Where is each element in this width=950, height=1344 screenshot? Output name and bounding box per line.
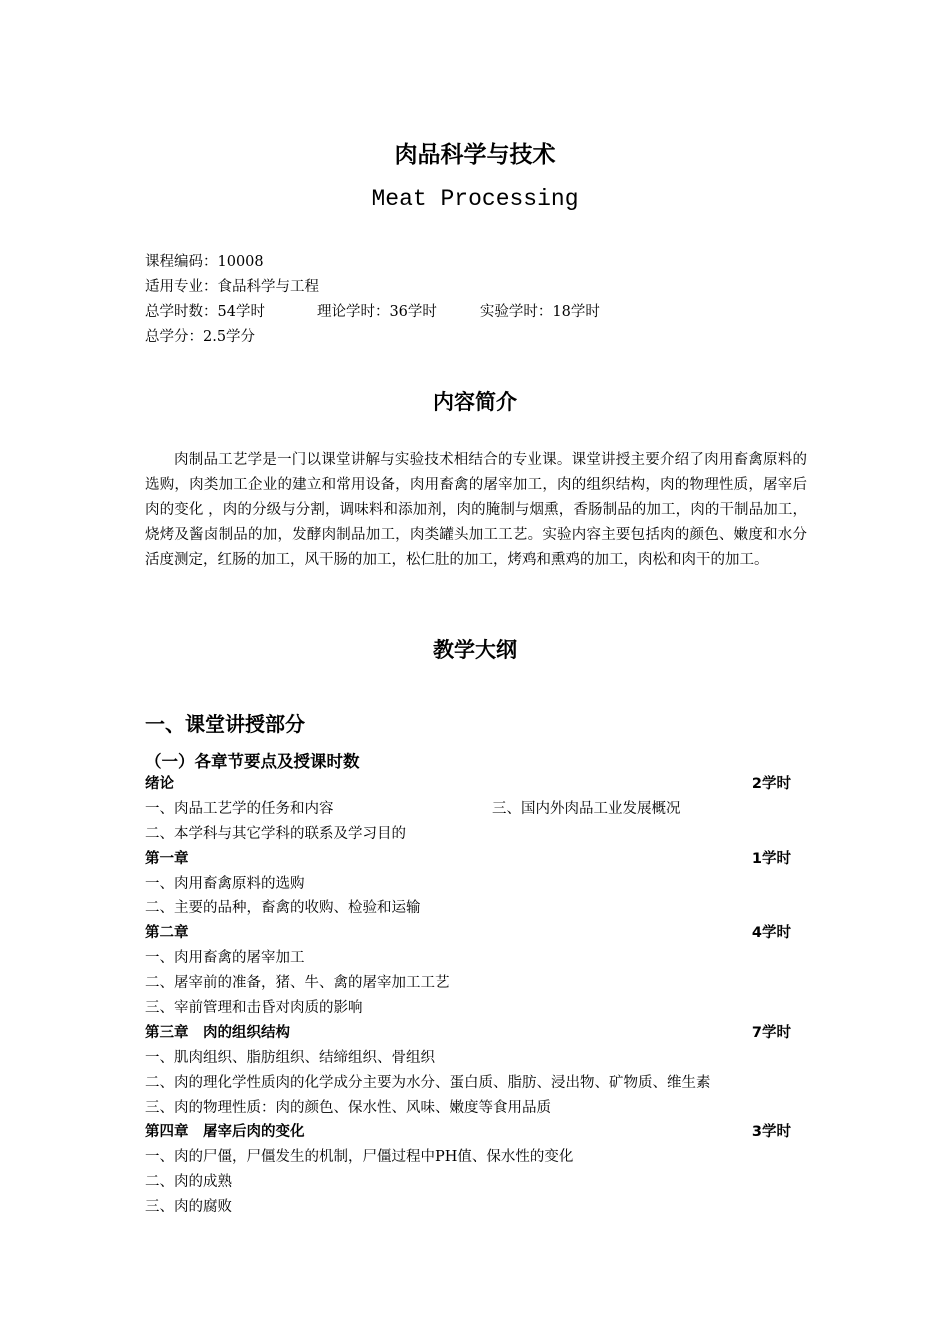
intro-heading: 内容简介 (433, 390, 517, 414)
list-item: 三、宰前管理和击昏对肉质的影响 (145, 1000, 363, 1017)
list-item: 二、肉的成熟 (145, 1174, 232, 1191)
item-text: 三、国内外肉品工业发展概况 (492, 800, 681, 817)
course-major: 适用专业：食品科学与工程 (145, 279, 319, 295)
syllabus-heading: 教学大纲 (433, 638, 517, 662)
chapter-title: 第二章 (145, 925, 189, 942)
section-chapter-points-heading: （一）各章节要点及授课时数 (145, 752, 360, 771)
list-item: 一、肉的尸僵，尸僵发生的机制，尸僵过程中PH值、保水性的变化 (145, 1149, 574, 1166)
list-item: 一、肌肉组织、脂肪组织、结缔组织、骨组织 (145, 1049, 435, 1066)
chapter-heading-1 (145, 847, 805, 872)
course-title: 肉品科学与技术 (394, 142, 556, 168)
list-item (145, 797, 805, 822)
chapter-hours: 3学时 (751, 1124, 791, 1141)
course-meta (145, 250, 600, 350)
chapter-title: 第三章 肉的组织结构 (145, 1024, 290, 1041)
chapter-heading-intro (145, 772, 805, 797)
course-english-title: Meat Processing (371, 186, 579, 212)
item-text: 一、肉品工艺学的任务和内容 (145, 800, 334, 817)
list-item: 三、肉的腐败 (145, 1199, 232, 1216)
section-lecture-heading: 一、课堂讲授部分 (145, 712, 305, 736)
chapter-heading-3 (145, 1021, 805, 1046)
list-item: 二、肉的理化学性质肉的化学成分主要为水分、蛋白质、脂肪、浸出物、矿物质、维生素 (145, 1074, 711, 1091)
chapter-title: 第一章 (145, 850, 189, 867)
list-item: 二、屠宰前的准备，猪、牛、禽的屠宰加工工艺 (145, 975, 450, 992)
list-item: 一、肉用畜禽原料的选购 (145, 875, 305, 892)
intro-paragraph: 肉制品工艺学是一门以课堂讲解与实验技术相结合的专业课。课堂讲授主要介绍了肉用畜禽原料的选购，肉类加工企业的建立和常用设备，肉用畜禽的屠宰加工，肉的组织结构，肉的物理性质，屠宰后肉的变化 ，肉的分级与分割，调味料和添加剂，肉的腌制与烟熏，香肠制品的加工，肉的干制品加工，烧烤及酱卤制品的加，发酵肉制品加工，肉类罐头加工工艺。实验内容主要包括肉的颜色、嫩度和水分活度测定，红肠的加工，风干肠的加工，松仁肚的加工，烤鸡和熏鸡的加工，肉松和肉干的加工。 (145, 452, 807, 568)
list-item: 二、主要的品种，畜禽的收购、检验和运输 (145, 900, 421, 917)
chapter-hours: 7学时 (751, 1024, 791, 1041)
course-code: 课程编码：10008 (145, 254, 264, 270)
course-credits: 总学分：2.5学分 (145, 329, 256, 345)
theory-hours: 理论学时：36学时 (316, 304, 437, 320)
total-hours: 总学时数：54学时 (145, 304, 265, 320)
chapter-outline (145, 772, 805, 1220)
chapter-hours: 2学时 (751, 776, 791, 792)
chapter-title: 第四章 屠宰后肉的变化 (145, 1124, 305, 1141)
chapter-heading-2 (145, 921, 805, 946)
chapter-hours: 1学时 (751, 850, 791, 867)
chapter-heading-4 (145, 1120, 805, 1145)
course-hours-row (145, 300, 600, 325)
list-item: 一、肉用畜禽的屠宰加工 (145, 950, 305, 967)
chapter-title: 绪论 (145, 776, 174, 792)
lab-hours: 实验学时：18学时 (479, 304, 600, 320)
chapter-hours: 4学时 (751, 925, 791, 942)
list-item: 二、本学科与其它学科的联系及学习目的 (145, 825, 406, 842)
list-item: 三、肉的物理性质：肉的颜色、保水性、风味、嫩度等食用品质 (145, 1099, 551, 1116)
